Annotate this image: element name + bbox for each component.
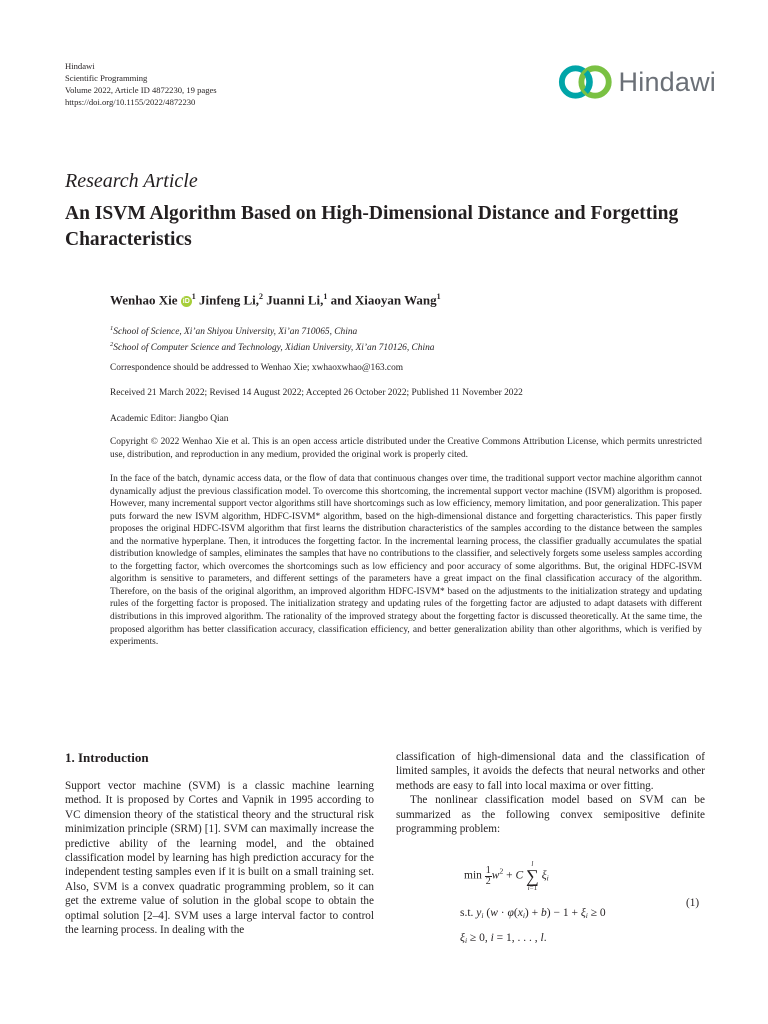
author-name[interactable]: Juanni Li, [266, 292, 324, 308]
author-list [110, 292, 441, 308]
author-affiliation-mark: 1 [436, 292, 441, 301]
hindawi-logo-icon [556, 62, 617, 102]
journal-meta [65, 60, 217, 108]
author-affiliation-mark: 1 [323, 292, 328, 301]
paper-title: An ISVM Algorithm Based on High-Dimensional Distance and Forgetting Characteristics [65, 203, 679, 250]
equation-block [460, 860, 710, 950]
volume-info: Volume 2022, Article ID 4872230, 19 pages [65, 85, 217, 95]
author-name[interactable]: and Xiaoyan Wang [330, 292, 437, 308]
body-paragraph: Support vector machine (SVM) is a classic machine learning method. It is proposed by Cortes and Vapnik in 1995 according to VC dimension theory of the statistical theory and the structural risk minimization principle (SRM) [1]. SVM can maximally increase the predictive ability of the learning model, and the obtained classification model by learning has high prediction accuracy for the independent testing samples even if it is built on a small training set. Also, SVM is a convex quadratic programming problem, so it can get the extreme value of solution in the global scope to obtain the optimal solution [2–4]. SVM uses a large interval factor to control the learning process. In dealing with the [65, 780, 374, 937]
doi-link[interactable]: https://doi.org/10.1155/2022/4872230 [65, 97, 196, 107]
body-column-left [65, 779, 374, 937]
author-name[interactable]: Wenhao Xie [110, 292, 178, 308]
affiliation-text: School of Science, Xi’an Shiyou University, Xi’an 710065, China [113, 327, 358, 338]
equation-number: (1) [686, 897, 700, 909]
affiliation-number: 2 [110, 340, 114, 348]
author-affiliation-mark: 2 [259, 292, 264, 301]
section-heading: 1. Introduction [65, 750, 149, 765]
affiliation-item [110, 323, 434, 339]
body-paragraph: The nonlinear classification model based on SVM can be summarized as the following convex semipositive definite programming problem: [396, 794, 705, 836]
article-type: Research Article [65, 170, 198, 192]
author-name[interactable]: Jinfeng Li, [199, 292, 260, 308]
logo-text: Hindawi [618, 66, 716, 97]
body-column-right [396, 750, 705, 836]
body-paragraph: classification of high-dimensional data and the classification of limited samples, it avoids the defects that neural networks and other methods are easy to fall into local maxima or over fitting. [396, 751, 705, 792]
correspondence: Correspondence should be addressed to Wenhao Xie; xwhaoxwhao@163.com [110, 363, 404, 373]
author-affiliation-mark: 1 [191, 292, 196, 301]
equation-line: min $\frac{1}{2}$ $w^2 + C$ l ∑ i=1 $\xi_i$ [464, 860, 549, 892]
hindawi-logo[interactable] [556, 60, 716, 104]
equation-line: s.t. $y_i$ $(w \cdot \varphi(x_i) + b) - 1 + \xi_i \ge 0$ [460, 907, 606, 920]
equation-line: $\xi_i \ge 0$, i = 1, . . . , l. [460, 932, 547, 945]
publication-dates: Received 21 March 2022; Revised 14 August 2022; Accepted 26 October 2022; Published 11 November 2022 [110, 388, 523, 398]
journal-name: Scientific Programming [65, 73, 148, 83]
orcid-icon[interactable]: iD [182, 298, 190, 306]
abstract: In the face of the batch, dynamic access data, or the flow of data that continuous changes over time, the traditional support vector machine algorithm cannot dynamically adjust the previous classification model. To overcome this shortcoming, the incremental support vector machine (ISVM) algorithm is proposed. However, many incremental support vector algorithms still have shortcomings such as low efficiency, memory limitation, and poor generalization. This paper puts forward the new ISVM algorithm, HDFC-ISVM* algorithm, based on the high-dimensional distance and forgetting characteristics. This paper firstly proposes the original HDFC-ISVM algorithm that first learns the distribution characteristics of the samples according to the distance between the samples and the normative hyperplane. Then, it introduces the forgetting factor. In the incremental learning process, the classifier gradually accumulates the spatial distribution knowledge of samples, eliminates the samples that have no contributions to the classifier, and selectively forgets some useless samples according to the forgetting factor, which overcomes the shortcomings such as low efficiency and poor accuracy of some algorithms. But, the original HDFC-ISVM algorithm is sensitive to parameters, and different settings of the parameters have a great impact on the final classification accuracy of the algorithm. Therefore, on the basis of the original algorithm, an improved algorithm HDFC-ISVM* based on the adjustments to the initialization strategy and updating rules of the forgetting factor is proposed. The initialization strategy and updating rules of the forgetting factor are adjusted to adapt datasets with different distributions in this improved algorithm. The rationality of the improved strategy about the forgetting factor is discussed theoretically. At the same time, the proposed algorithm has better classification accuracy, classification efficiency, and better generalization ability than other algorithms, which is verified by experiments. [110, 474, 702, 648]
affiliation-number: 1 [110, 325, 114, 332]
publisher-name: Hindawi [65, 61, 95, 71]
copyright-notice: Copyright © 2022 Wenhao Xie et al. This is an open access article distributed under the Creative Commons Attribution License, which permits unrestricted use, distribution, and reproduction in any medium, provided the original work is properly cited. [110, 437, 702, 460]
affiliations [110, 323, 434, 354]
affiliation-item [110, 339, 434, 355]
academic-editor: Academic Editor: Jiangbo Qian [110, 414, 229, 424]
affiliation-text: School of Computer Science and Technology, Xidian University, Xi’an 710126, China [113, 342, 435, 353]
